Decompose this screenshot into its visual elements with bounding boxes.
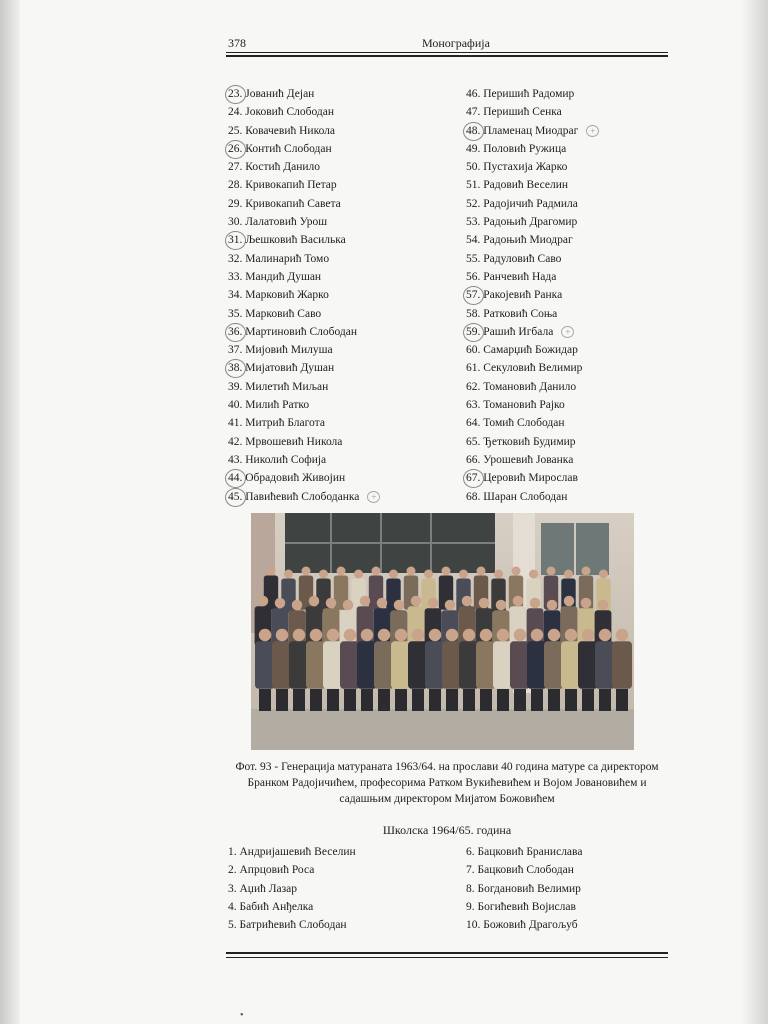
student-name: 9. Богићевић Војислав	[466, 900, 576, 913]
list-item	[228, 85, 380, 103]
student-name: 8. Богдановић Велимир	[466, 882, 581, 895]
student-list-right	[466, 85, 599, 506]
student-name: 23. Јованић Дејан	[228, 88, 315, 100]
list-item	[466, 268, 599, 286]
photo-person-head	[463, 629, 476, 642]
list-item	[228, 378, 380, 396]
list-item	[228, 231, 380, 249]
student-name: 41. Митрић Благота	[228, 417, 325, 430]
photo-person-head	[429, 629, 442, 642]
pencil-circle-mark	[225, 469, 246, 488]
page-number: 378	[228, 36, 246, 50]
student-name: 67. Церовић Мирослав	[466, 472, 578, 485]
list-item	[466, 195, 599, 213]
pencil-circle-mark	[225, 488, 246, 507]
footer-rule-thin	[226, 957, 668, 958]
student-name: 1. Андријашевић Веселин	[228, 846, 356, 858]
photo-person-head	[479, 598, 490, 609]
list-item	[466, 85, 599, 103]
ink-speck: •	[240, 1010, 244, 1021]
photo-person-head	[547, 567, 556, 576]
photo-person-head	[360, 596, 371, 607]
list-item	[466, 378, 599, 396]
student-name: 42. Мрвошевић Никола	[228, 435, 343, 448]
student-name: 24. Јоковић Слободан	[228, 106, 334, 119]
student-name: 2. Апрцовић Роса	[228, 864, 315, 877]
student-name: 54. Радоњић Миодраг	[466, 234, 573, 247]
student-name: 43. Николић Софија	[228, 453, 327, 466]
list-item	[228, 916, 356, 934]
student-name: 63. Томановић Рајко	[466, 399, 565, 412]
photo-person-head	[309, 596, 320, 607]
photo-person-legs	[565, 689, 577, 711]
student-name: 33. Мандић Душан	[228, 270, 322, 283]
list-item	[228, 861, 356, 879]
student-list-2-right	[466, 843, 582, 934]
list-item	[228, 323, 380, 341]
list-item	[228, 396, 380, 414]
list-item	[466, 414, 599, 432]
student-name: 51. Радовић Веселин	[466, 179, 569, 192]
list-item	[228, 898, 356, 916]
list-item	[228, 176, 380, 194]
photo-person-head	[389, 570, 398, 579]
list-item	[228, 488, 380, 506]
student-name: 10. Божовић Драгољуб	[466, 919, 578, 932]
student-name: 64. Томић Слободан	[466, 417, 565, 430]
student-name: 27. Костић Данило	[228, 161, 321, 174]
photo-person-head	[302, 567, 311, 576]
photo-person-head	[293, 629, 306, 642]
list-item	[466, 140, 599, 158]
group-photo	[251, 513, 634, 750]
photo-person-head	[564, 596, 575, 607]
pencil-circle-mark	[225, 231, 246, 250]
list-item	[466, 880, 582, 898]
student-name: 40. Милић Ратко	[228, 399, 310, 412]
photo-person-legs	[480, 689, 492, 711]
student-name: 34. Марковић Жарко	[228, 289, 329, 302]
photo-person-head	[428, 598, 439, 609]
student-name: 30. Лалатовић Урош	[228, 216, 328, 229]
photo-person-legs	[378, 689, 390, 711]
student-name: 49. Половић Ружица	[466, 142, 567, 155]
pencil-circle-mark	[225, 323, 246, 342]
list-item	[466, 843, 582, 861]
photo-person-head	[343, 600, 354, 611]
school-year-heading: Школска 1964/65. година	[382, 823, 512, 837]
photo-person-body	[612, 641, 632, 689]
photo-person-head	[395, 629, 408, 642]
photo-caption: Фот. 93 - Генерација матураната 1963/64. на прослави 40 година матуре са директором Бранком Радојичићем, професорима Ратком Вукићевићем и Војом Јовановићем и садашњим директором Мијатом Божовићем	[235, 761, 659, 805]
binding-shadow	[0, 0, 20, 1024]
list-item	[466, 861, 582, 879]
pencil-circle-mark	[225, 85, 246, 104]
photo-person-head	[258, 596, 269, 607]
list-item	[228, 140, 380, 158]
list-item	[228, 880, 356, 898]
photo-person-legs	[361, 689, 373, 711]
photo-person-head	[547, 600, 558, 611]
photo-person-legs	[259, 689, 271, 711]
student-name: 38. Мијатовић Душан	[228, 362, 335, 375]
list-item	[466, 305, 599, 323]
photo-person-legs	[514, 689, 526, 711]
photo-person-head	[497, 629, 510, 642]
student-name: 62. Томановић Данило	[466, 380, 577, 393]
photo-person-head	[531, 629, 544, 642]
photo-person-head	[582, 567, 591, 576]
list-item	[228, 158, 380, 176]
student-name: 57. Ракојевић Ранка	[466, 289, 563, 302]
photo-person-legs	[497, 689, 509, 711]
photo-person-legs	[327, 689, 339, 711]
student-name: 25. Ковачевић Никола	[228, 124, 336, 137]
student-name: 32. Малинарић Томо	[228, 252, 330, 265]
student-name: 29. Кривокапић Савета	[228, 197, 341, 210]
photo-person-legs	[463, 689, 475, 711]
photo-person-head	[581, 598, 592, 609]
photo-person-head	[378, 629, 391, 642]
list-item	[228, 843, 356, 861]
student-name: 31. Љешковић Василька	[228, 234, 346, 247]
pencil-cross-mark: +	[586, 125, 599, 137]
list-item	[228, 268, 380, 286]
photo-person-head	[599, 629, 612, 642]
student-list-left	[228, 85, 380, 506]
student-name: 4. Бабић Анђелка	[228, 900, 314, 913]
list-item	[466, 323, 599, 341]
pencil-circle-mark	[225, 359, 246, 378]
photo-person-head	[530, 598, 541, 609]
photo-person-head	[267, 567, 276, 576]
list-item	[466, 469, 599, 487]
list-item	[228, 469, 380, 487]
photo-person-head	[337, 567, 346, 576]
list-item	[466, 103, 599, 121]
photo-person-head	[424, 570, 433, 579]
student-name: 65. Ђетковић Будимир	[466, 435, 576, 448]
photo-person-legs	[582, 689, 594, 711]
list-item	[228, 341, 380, 359]
photo-person-head	[276, 629, 289, 642]
student-name: 35. Марковић Саво	[228, 307, 322, 320]
photo-person-head	[319, 570, 328, 579]
photo-person-head	[259, 629, 272, 642]
photo-person-head	[548, 629, 561, 642]
photo-person-legs	[446, 689, 458, 711]
list-item	[466, 158, 599, 176]
student-name: 5. Батрићевић Слободан	[228, 919, 347, 932]
list-item	[466, 433, 599, 451]
photo-person-legs	[548, 689, 560, 711]
photo-person-head	[411, 596, 422, 607]
list-item	[228, 414, 380, 432]
student-name: 7. Бацковић Слободан	[466, 864, 574, 877]
student-name: 60. Самарџић Божидар	[466, 344, 578, 357]
pencil-cross-mark: +	[561, 326, 574, 338]
student-name: 68. Шаран Слободан	[466, 490, 568, 503]
photo-person-head	[616, 629, 629, 642]
student-name: 6. Бацковић Бранислава	[466, 846, 583, 858]
list-item	[466, 916, 582, 934]
photo-person-head	[599, 570, 608, 579]
student-name: 36. Мартиновић Слободан	[228, 325, 358, 338]
student-name: 53. Радоњић Драгомир	[466, 216, 578, 229]
student-name: 58. Ратковић Соња	[466, 307, 558, 320]
list-item	[466, 231, 599, 249]
photo-person-head	[275, 598, 286, 609]
pencil-circle-mark	[463, 469, 484, 488]
photo-person-head	[407, 567, 416, 576]
list-item	[466, 213, 599, 231]
header-rule-thin	[226, 52, 668, 53]
photo-person-legs	[429, 689, 441, 711]
list-item	[466, 250, 599, 268]
photo-person-head	[564, 570, 573, 579]
student-name: 47. Перишић Сенка	[466, 106, 562, 119]
student-name: 46. Перишић Радомир	[466, 88, 575, 100]
photo-person-head	[598, 600, 609, 611]
list-item	[228, 122, 380, 140]
pencil-circle-mark	[463, 122, 484, 141]
student-name: 61. Секуловић Велимир	[466, 362, 583, 375]
photo-person-head	[327, 629, 340, 642]
list-item	[466, 122, 599, 140]
list-item	[228, 451, 380, 469]
student-name: 66. Урошевић Јованка	[466, 453, 574, 466]
photo-person-head	[372, 567, 381, 576]
list-item	[228, 305, 380, 323]
pencil-circle-mark	[463, 286, 484, 305]
list-item	[466, 359, 599, 377]
photo-person-head	[354, 570, 363, 579]
student-name: 56. Ранчевић Нада	[466, 270, 557, 283]
list-item	[466, 176, 599, 194]
photo-person-head	[284, 570, 293, 579]
list-item	[228, 433, 380, 451]
photo-person-head	[514, 629, 527, 642]
photo-person-head	[480, 629, 493, 642]
pencil-circle-mark	[225, 140, 246, 159]
list-item	[228, 286, 380, 304]
photo-person-head	[459, 570, 468, 579]
group-photo-image	[251, 513, 634, 750]
photo-person-legs	[412, 689, 424, 711]
photo-person-head	[496, 600, 507, 611]
student-name: 52. Радојичић Радмила	[466, 197, 578, 210]
student-name: 59. Рашић Игбала	[466, 325, 554, 338]
list-item	[228, 195, 380, 213]
student-name: 26. Контић Слободан	[228, 142, 332, 155]
photo-person-head	[582, 629, 595, 642]
student-name: 37. Мијовић Милуша	[228, 344, 333, 357]
photo-person-legs	[310, 689, 322, 711]
photo-person-head	[310, 629, 323, 642]
photo-person-head	[512, 567, 521, 576]
photo-person-head	[326, 598, 337, 609]
photo-person-head	[529, 570, 538, 579]
photo-person-head	[445, 600, 456, 611]
list-item	[466, 286, 599, 304]
photo-person-legs	[531, 689, 543, 711]
list-item	[466, 396, 599, 414]
student-name: 39. Милетић Миљан	[228, 380, 329, 393]
footer-rule-thick	[226, 952, 668, 954]
list-item	[228, 103, 380, 121]
photo-person-head	[494, 570, 503, 579]
student-name: 44. Обрадовић Живојин	[228, 472, 346, 485]
photo-person-head	[344, 629, 357, 642]
edge-shadow	[742, 0, 768, 1024]
page-title: Монографија	[422, 36, 490, 50]
header-rule-thick	[226, 55, 668, 57]
photo-person-head	[292, 600, 303, 611]
student-name: 50. Пустахија Жарко	[466, 161, 568, 174]
photo-person-head	[462, 596, 473, 607]
list-item	[466, 451, 599, 469]
photo-person-head	[394, 600, 405, 611]
photo-person-legs	[599, 689, 611, 711]
list-item	[228, 213, 380, 231]
student-name: 48. Пламенац Миодраг	[466, 124, 579, 137]
photo-person-legs	[616, 689, 628, 711]
photo-person-head	[377, 598, 388, 609]
photo-person-legs	[293, 689, 305, 711]
photo-person-head	[513, 596, 524, 607]
photo-person-legs	[395, 689, 407, 711]
list-item	[228, 250, 380, 268]
photo-person-head	[477, 567, 486, 576]
photo-person-head	[412, 629, 425, 642]
student-name: 3. Аџић Лазар	[228, 882, 298, 895]
list-item	[466, 898, 582, 916]
student-name: 55. Радуловић Саво	[466, 252, 562, 265]
pencil-cross-mark: +	[367, 491, 380, 503]
photo-person-head	[446, 629, 459, 642]
student-name: 28. Кривокапић Петар	[228, 179, 337, 192]
student-list-2-left	[228, 843, 356, 934]
photo-person-legs	[344, 689, 356, 711]
photo-person-head	[442, 567, 451, 576]
list-item	[466, 488, 599, 506]
list-item	[228, 359, 380, 377]
photo-person-head	[565, 629, 578, 642]
pencil-circle-mark	[463, 323, 484, 342]
student-name: 45. Павићевић Слободанка	[228, 490, 360, 503]
photo-person-legs	[276, 689, 288, 711]
photo-person-head	[361, 629, 374, 642]
list-item	[466, 341, 599, 359]
